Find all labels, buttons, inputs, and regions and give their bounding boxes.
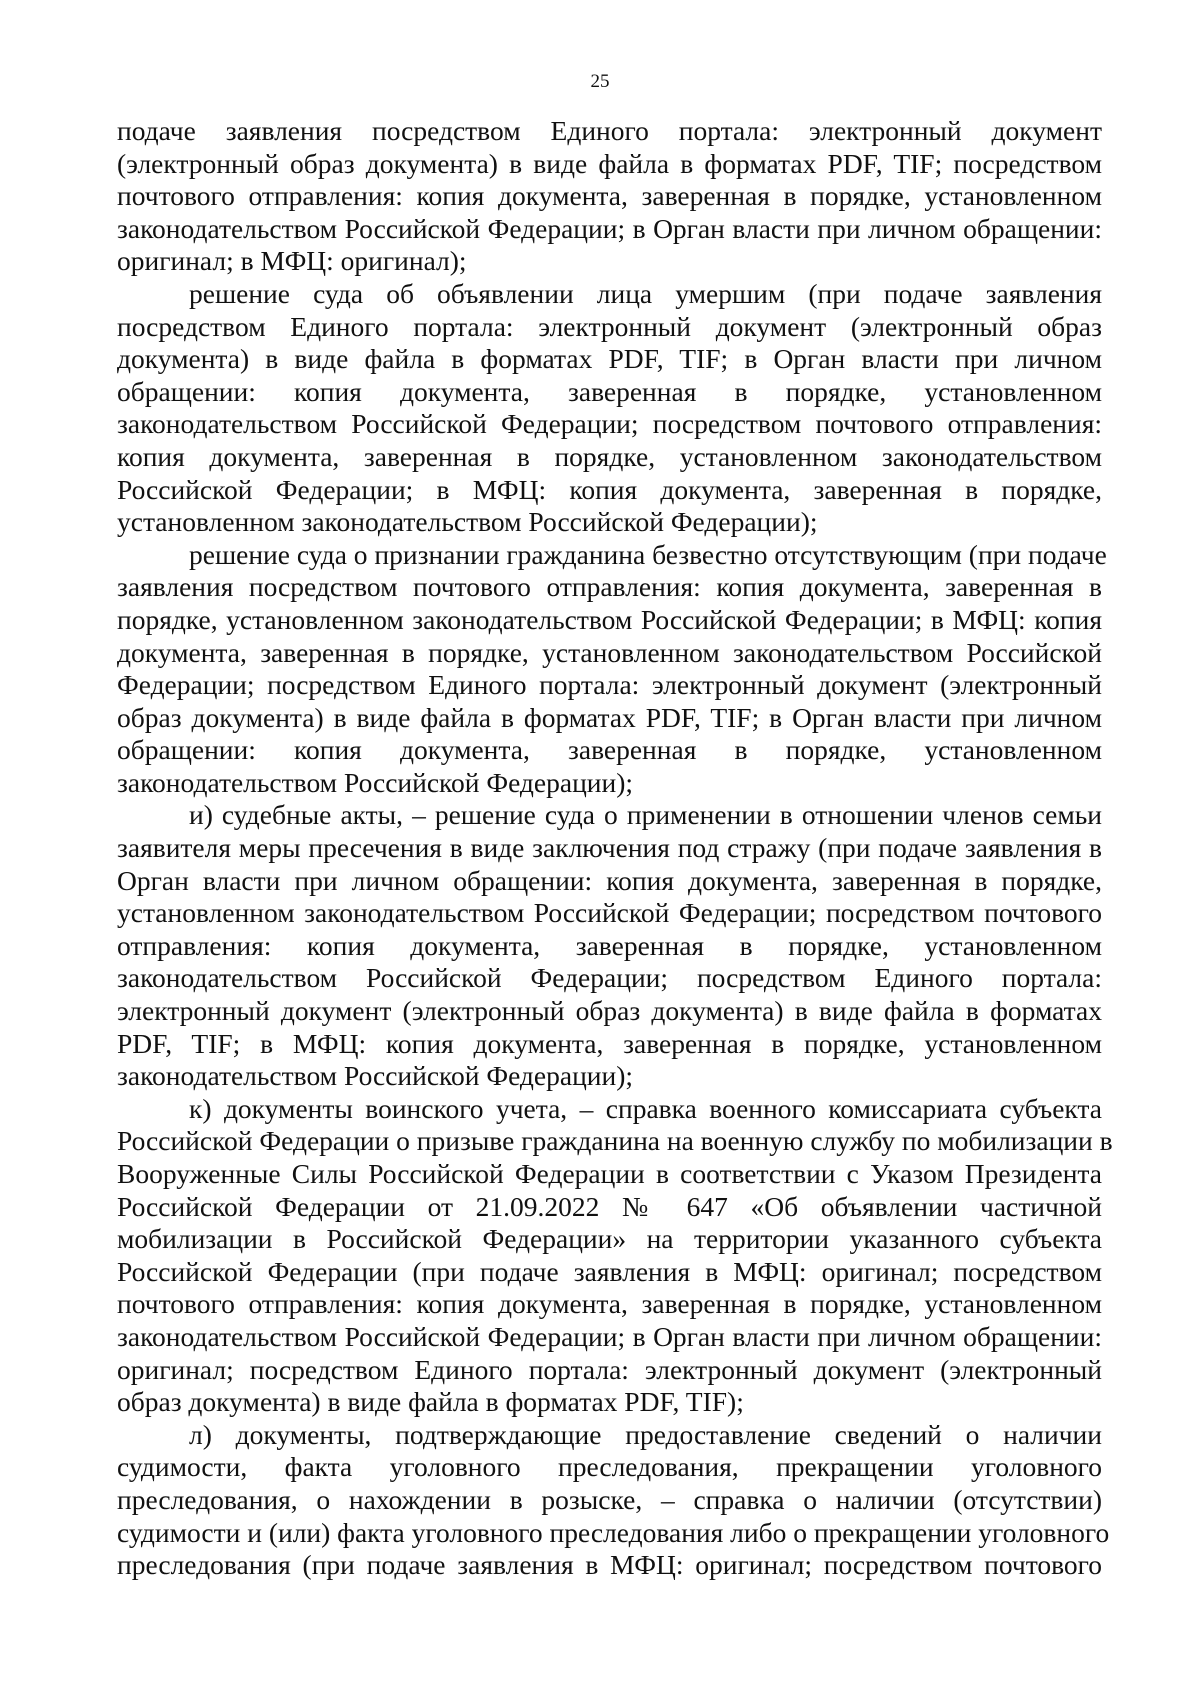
page-number: 25 xyxy=(590,71,610,92)
text-line: электронный документ (электронный образ документа) в виде файла в форматах xyxy=(117,995,1102,1027)
text-line: Федерации; посредством Единого портала: электронный документ (электронный xyxy=(117,669,1102,701)
text-line: Российской Федерации; в МФЦ: копия документа, заверенная в порядке, xyxy=(117,473,1102,505)
text-line: документа) в виде файла в форматах PDF, TIF; в Орган власти при личном xyxy=(117,343,1102,375)
text-line: обращении: копия документа, заверенная в порядке, установленном xyxy=(117,375,1102,407)
text-line: посредством Единого портала: электронный документ (электронный образ xyxy=(117,310,1102,342)
text-line: заявления посредством почтового отправления: копия документа, заверенная в xyxy=(117,571,1102,603)
text-line: законодательством Российской Федерации; посредством Единого портала: xyxy=(117,962,1102,994)
paragraph xyxy=(117,1092,1113,1419)
text-line: отправления: копия документа, заверенная в порядке, установленном xyxy=(117,929,1102,961)
text-line: копия документа, заверенная в порядке, установленном законодательством xyxy=(117,440,1102,472)
text-line: судимости, факта уголовного преследования, прекращении уголовного xyxy=(117,1451,1102,1483)
text-line: судимости и (или) факта уголовного преследования либо о прекращении уголовного xyxy=(117,1516,1110,1548)
paragraph xyxy=(117,799,1102,1092)
text-line: преследования, о нахождении в розыске, – справка о наличии (отсутствии) xyxy=(117,1483,1102,1515)
text-line: образ документа) в виде файла в форматах PDF, TIF); xyxy=(117,1386,744,1418)
text-line: Вооруженные Силы Российской Федерации в соответствии с Указом Президента xyxy=(117,1158,1102,1189)
text-line: преследования (при подаче заявления в МФЦ: оригинал; посредством почтового xyxy=(117,1549,1102,1581)
text-line: документа, заверенная в порядке, установленном законодательством Российской xyxy=(117,636,1102,668)
text-line: законодательством Российской Федерации; в Орган власти при личном обращении: xyxy=(117,1320,1102,1352)
text-line: Российской Федерации (при подаче заявления в МФЦ: оригинал; посредством xyxy=(117,1255,1102,1287)
text-line: почтового отправления: копия документа, заверенная в порядке, установленном xyxy=(117,1288,1102,1320)
text-line: оригинал; посредством Единого портала: электронный документ (электронный xyxy=(117,1353,1102,1385)
text-line: обращении: копия документа, заверенная в порядке, установленном xyxy=(117,734,1102,766)
paragraph xyxy=(117,538,1107,800)
text-line: и) судебные акты, – решение суда о применении в отношении членов семьи xyxy=(189,799,1102,831)
paragraph xyxy=(117,115,1102,278)
text-line: PDF, TIF; в МФЦ: копия документа, заверенная в порядке, установленном xyxy=(117,1027,1102,1059)
text-line: Орган власти при личном обращении: копия документа, заверенная в порядке, xyxy=(117,864,1102,896)
text-line: (электронный образ документа) в виде файла в форматах PDF, TIF; посредством xyxy=(117,147,1102,179)
text-line: почтового отправления: копия документа, заверенная в порядке, установленном xyxy=(117,180,1102,212)
text-line: установленном законодательством Российской Федерации); xyxy=(117,506,818,538)
text-line: л) документы, подтверждающие предоставление сведений о наличии xyxy=(189,1418,1102,1450)
text-line: Российской Федерации от 21.09.2022 № 647 «Об объявлении частичной xyxy=(117,1190,1102,1222)
text-line: подаче заявления посредством Единого портала: электронный документ xyxy=(117,115,1102,146)
text-line: заявителя меры пресечения в виде заключения под стражу (при подаче заявления в xyxy=(117,832,1102,864)
text-line: законодательством Российской Федерации; посредством почтового отправления: xyxy=(117,408,1102,440)
text-line: решение суда о признании гражданина безвестно отсутствующим (при подаче xyxy=(189,538,1107,570)
text-line: законодательством Российской Федерации); xyxy=(117,766,634,798)
text-line: законодательством Российской Федерации; в Орган власти при личном обращении: xyxy=(117,212,1102,244)
text-line: образ документа) в виде файла в форматах PDF, TIF; в Орган власти при личном xyxy=(117,701,1102,733)
text-line: порядке, установленном законодательством Российской Федерации; в МФЦ: копия xyxy=(117,603,1102,635)
paragraph xyxy=(117,1418,1110,1582)
text-line: мобилизации в Российской Федерации» на территории указанного субъекта xyxy=(117,1223,1102,1255)
text-line: к) документы воинского учета, – справка военного комиссариата субъекта xyxy=(189,1092,1102,1124)
document-body xyxy=(117,115,1113,1582)
text-line: оригинал; в МФЦ: оригинал); xyxy=(117,245,467,277)
text-line: установленном законодательством Российской Федерации; посредством почтового xyxy=(117,897,1102,929)
paragraph xyxy=(117,278,1102,539)
text-line: Российской Федерации о призыве гражданина на военную службу по мобилизации в xyxy=(117,1125,1113,1157)
text-line: законодательством Российской Федерации); xyxy=(117,1060,634,1092)
text-line: решение суда об объявлении лица умершим (при подаче заявления xyxy=(189,277,1102,309)
